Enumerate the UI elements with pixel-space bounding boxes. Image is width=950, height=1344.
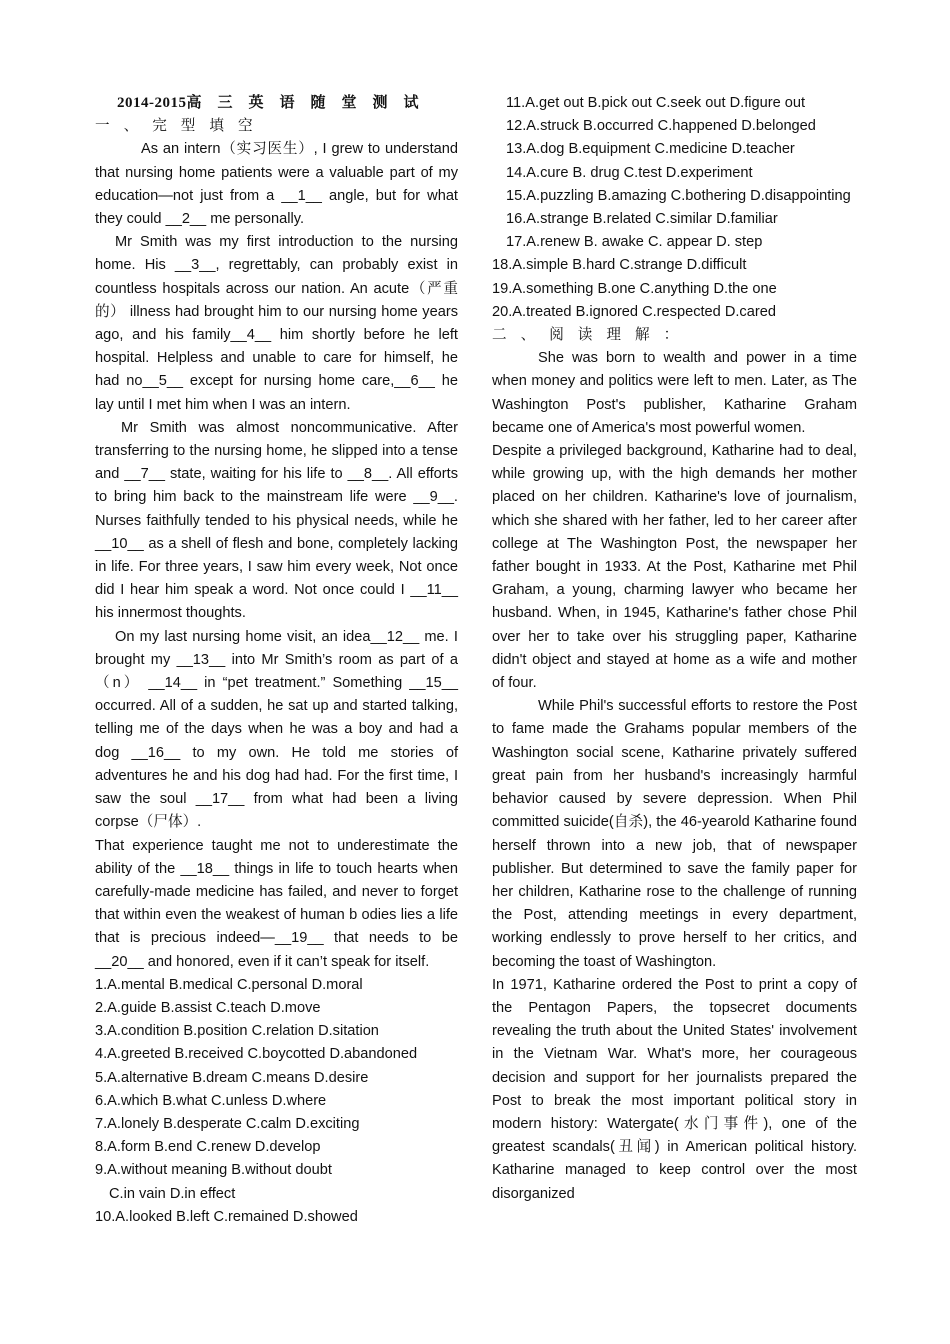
option-line: 14.A.cure B. drug C.test D.experiment	[506, 164, 753, 181]
option-line: 5.A.alternative B.dream C.means D.desire	[95, 1069, 369, 1086]
option-line: 18.A.simple B.hard C.strange D.difficult	[492, 257, 747, 274]
cloze-paragraph-3: Mr Smith was almost noncommunicative. After transferring to the nursing home, he slipped into a tense and __7__ state, waiting for his life to __8__. All efforts to bring him back to the mainstream life were __9__. Nurses faithfully tended to his physical needs, while he __10__ as a shell of flesh and bone, completely lacking in life. For three years, I saw him every week, Not once did I hear him speak a word. Not once could I __11__ his innermost thoughts.	[95, 419, 458, 622]
option-line: 4.A.greeted B.received C.boycotted D.abandoned	[95, 1046, 418, 1063]
cloze-paragraph-5: That experience taught me not to underestimate the ability of the __18__ things in life to touch hearts when carefully-made medicine has failed, and never to forget that within even the weakest of human b odies lies a life that is precious indeed—__19__ that needs to be __20__ and honored, even if it can’t speak for itself.	[95, 837, 458, 970]
cloze-paragraph-4: On my last nursing home visit, an idea__12__ me. I brought my __13__ into Mr Smith’s room as part of a（n） __14__ in “pet treatment.” Something __15__ occurred. All of a sudden, he sat up and started talking, telling me of the days when he was a boy and had a dog __16__ to my own. He told me stories of adventures he and his dog had had. For the first time, I saw the soul __17__ from what had been a living corpse（尸体）.	[95, 628, 458, 831]
section-heading-reading: 二、阅读理解：	[492, 327, 693, 344]
reading-paragraph-3: While Phil's successful efforts to restore the Post to fame made the Grahams popular members of the Washington social scene, Katharine privately suffered great pain from her husband's increasingly harmful behavior caused by severe depression. When Phil committed suicide(自杀), the 46-yearold Katharine found herself thrown into a new job, that of newspaper publisher. But determined to save the family paper for her children, Katharine rose to the challenge of running the Post, attending meetings in every department, working endlessly to prove herself to her critics, and becoming the toast of Washington.	[492, 698, 857, 970]
option-line: 6.A.which B.what C.unless D.where	[95, 1092, 327, 1109]
option-line: 19.A.something B.one C.anything D.the one	[492, 280, 777, 297]
page-title: 2014-2015高 三 英 语 随 堂 测 试	[117, 95, 419, 111]
right-column	[492, 92, 857, 1206]
option-line: C.in vain D.in effect	[109, 1185, 236, 1202]
option-line: 8.A.form B.end C.renew D.develop	[95, 1139, 321, 1156]
option-line: 3.A.condition B.position C.relation D.sitation	[95, 1023, 379, 1040]
option-line: 7.A.lonely B.desperate C.calm D.exciting	[95, 1115, 360, 1132]
reading-paragraph-1: She was born to wealth and power in a time when money and politics were left to men. Later, as The Washington Post's publisher, Katharine Graham became one of America's most powerful women.	[492, 350, 857, 436]
option-line: 11.A.get out B.pick out C.seek out D.figure out	[506, 95, 806, 111]
cloze-paragraph-2: Mr Smith was my first introduction to the nursing home. His __3__, regrettably, can probably exist in countless hospitals across our nation. An acute（严重的） illness had brought him to our nursing home years ago, and his family__4__ him shortly before he left hospital. Helpless and unable to care for himself, he had no__5__ except for nursing home care,__6__ he lay until I met him when I was an intern.	[95, 234, 458, 413]
option-line: 13.A.dog B.equipment C.medicine D.teacher	[506, 141, 795, 158]
reading-paragraph-4: In 1971, Katharine ordered the Post to print a copy of the Pentagon Papers, the topsecret documents revealing the truth about the United States' involvement in the Vietnam War. What's more, her courageous decision and support for her journalists prepared the Post to break the most important political story in modern history: Watergate(水门事件), one of the greatest scandals(丑闻) in American political history. Katharine managed to keep control over the most disorganized	[492, 976, 857, 1202]
option-line: 17.A.renew B. awake C. appear D. step	[506, 234, 763, 251]
option-line: 2.A.guide B.assist C.teach D.move	[95, 999, 321, 1016]
option-line: 16.A.strange B.related C.similar D.familiar	[506, 211, 778, 228]
left-column	[95, 92, 458, 1229]
section-heading-cloze: 一、完型填空	[95, 118, 267, 135]
option-line: 20.A.treated B.ignored C.respected D.cared	[492, 303, 776, 320]
option-line: 15.A.puzzling B.amazing C.bothering D.disappointing	[506, 187, 851, 204]
cloze-paragraph-1: As an intern（实习医生）, I grew to understand that nursing home patients were a valuable part of my education—not just from a __1__ angle, but for what they could __2__ me personally.	[95, 141, 458, 228]
option-line: 10.A.looked B.left C.remained D.showed	[95, 1208, 358, 1225]
reading-paragraph-2: Despite a privileged background, Katharine had to deal, while growing up, with the high demands her mother placed on her children. Katharine's love of journalism, which she shared with her father, led to her career after college at The Washington Post, the newspaper her father bought in 1933. At the Post, Katharine met Phil Graham, a young, charming lawyer who became her husband. When, in 1945, Katharine's father chose Phil over her to take over his struggling paper, Katharine didn't object and stayed at home as a wife and mother of four.	[492, 443, 857, 692]
option-line: 1.A.mental B.medical C.personal D.moral	[95, 976, 363, 993]
option-line: 12.A.struck B.occurred C.happened D.belonged	[506, 118, 816, 135]
option-line: 9.A.without meaning B.without doubt	[95, 1162, 332, 1179]
